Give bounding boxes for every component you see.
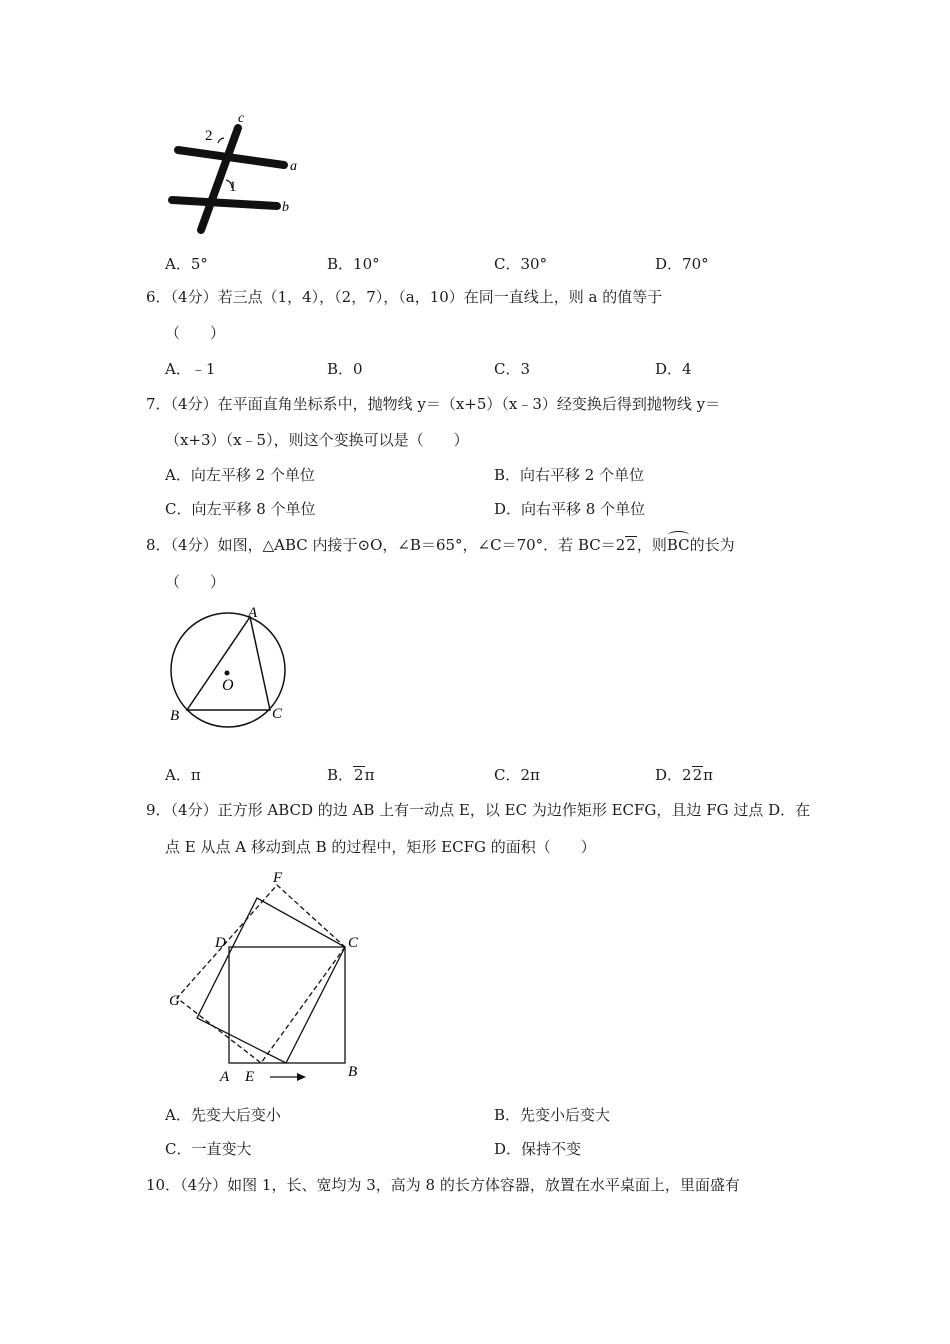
- q7-stem-line1: 7．（4分）在平面直角坐标系中，抛物线 y＝（x+5）（x﹣3）经变换后得到抛物线 y＝: [146, 395, 721, 413]
- q8-stem-line2: （ ）: [165, 573, 226, 591]
- q5-option-a[interactable]: A．5°: [165, 255, 208, 273]
- q9-label-g: G: [169, 993, 180, 1009]
- q10-stem-line1: 10．（4分）如图 1，长、宽均为 3，高为 8 的长方体容器，放置在水平桌面上，里面盛有: [146, 1176, 740, 1194]
- q6-option-a[interactable]: A．﹣1: [165, 360, 216, 378]
- q8-arc-label: BC: [666, 536, 690, 554]
- q8-option-c[interactable]: C．2π: [494, 766, 540, 784]
- q8-option-b-sqrt: 2: [354, 766, 364, 784]
- q9-square-rectangle-figure: [160, 866, 380, 1086]
- q7-option-a[interactable]: A．向左平移 2 个单位: [165, 466, 315, 484]
- q6-option-b[interactable]: B．0: [327, 360, 363, 378]
- q8-stem-line1: [146, 535, 735, 555]
- q8-stem-text-b: ，则: [636, 536, 667, 554]
- q7-option-c[interactable]: C．向左平移 8 个单位: [165, 500, 316, 518]
- q5-label-a: a: [290, 159, 297, 174]
- q9-stem-line1: 9．（4分）正方形 ABCD 的边 AB 上有一动点 E，以 EC 为边作矩形 ECFG，且边 FG 过点 D．在: [146, 801, 811, 819]
- q8-label-b: B: [170, 708, 180, 724]
- q8-option-d-sqrt: 2: [692, 766, 703, 784]
- q9-label-a: A: [220, 1069, 230, 1085]
- q6-stem-line2: （ ）: [165, 324, 226, 342]
- q9-stem-line2: 点 E 从点 A 移动到点 B 的过程中，矩形 ECFG 的面积（ ）: [165, 838, 596, 856]
- q8-stem-text-a: 8．（4分）如图，△ABC 内接于⊙O，∠B＝65°，∠C＝70°．若 BC＝2: [146, 536, 626, 554]
- q5-label-2: 2: [205, 128, 213, 144]
- q9-label-d: D: [215, 935, 226, 951]
- q8-label-a: A: [248, 605, 258, 621]
- q6-option-c[interactable]: C．3: [494, 360, 531, 378]
- q8-option-d[interactable]: [655, 765, 713, 785]
- q8-option-a[interactable]: A．π: [165, 766, 201, 784]
- q8-option-b[interactable]: [327, 765, 374, 785]
- q5-label-1: 1: [229, 179, 237, 195]
- q9-label-e: E: [245, 1069, 255, 1085]
- q7-option-d[interactable]: D．向右平移 8 个单位: [494, 500, 646, 518]
- q5-option-d[interactable]: D．70°: [655, 255, 709, 273]
- q5-option-b[interactable]: B．10°: [327, 255, 380, 273]
- q8-option-d-post: π: [703, 766, 713, 784]
- q8-option-b-post: π: [364, 766, 375, 784]
- q9-option-a[interactable]: A．先变大后变小: [165, 1106, 281, 1124]
- q8-label-c: C: [272, 706, 283, 722]
- q8-option-b-pre: B．: [327, 766, 354, 784]
- q6-option-d[interactable]: D．4: [655, 360, 692, 378]
- q8-label-o: O: [222, 677, 234, 694]
- q8-sqrt: 2: [626, 536, 636, 554]
- q9-option-b[interactable]: B．先变小后变大: [494, 1106, 611, 1124]
- q9-option-d[interactable]: D．保持不变: [494, 1140, 582, 1158]
- q9-label-f: F: [273, 870, 283, 886]
- q8-stem-text-c: 的长为: [689, 536, 735, 554]
- q5-option-c[interactable]: C．30°: [494, 255, 548, 273]
- q8-circle-triangle-figure: [160, 600, 300, 730]
- q9-label-c: C: [348, 935, 359, 951]
- q8-arc-bc: [667, 535, 690, 555]
- q7-option-b[interactable]: B．向右平移 2 个单位: [494, 466, 645, 484]
- q5-parallel-lines-figure: [160, 108, 310, 238]
- q7-stem-line2: （x+3）（x﹣5），则这个变换可以是（ ）: [165, 431, 469, 449]
- q6-stem-line1: 6．（4分）若三点（1，4），（2，7），（a，10）在同一直线上，则 a 的值等于: [146, 288, 663, 306]
- q5-label-b: b: [282, 200, 289, 215]
- q9-option-c[interactable]: C．一直变大: [165, 1140, 252, 1158]
- q8-option-d-pre: D．2: [655, 766, 692, 784]
- q9-label-b: B: [348, 1064, 358, 1080]
- q5-label-c: c: [238, 111, 245, 126]
